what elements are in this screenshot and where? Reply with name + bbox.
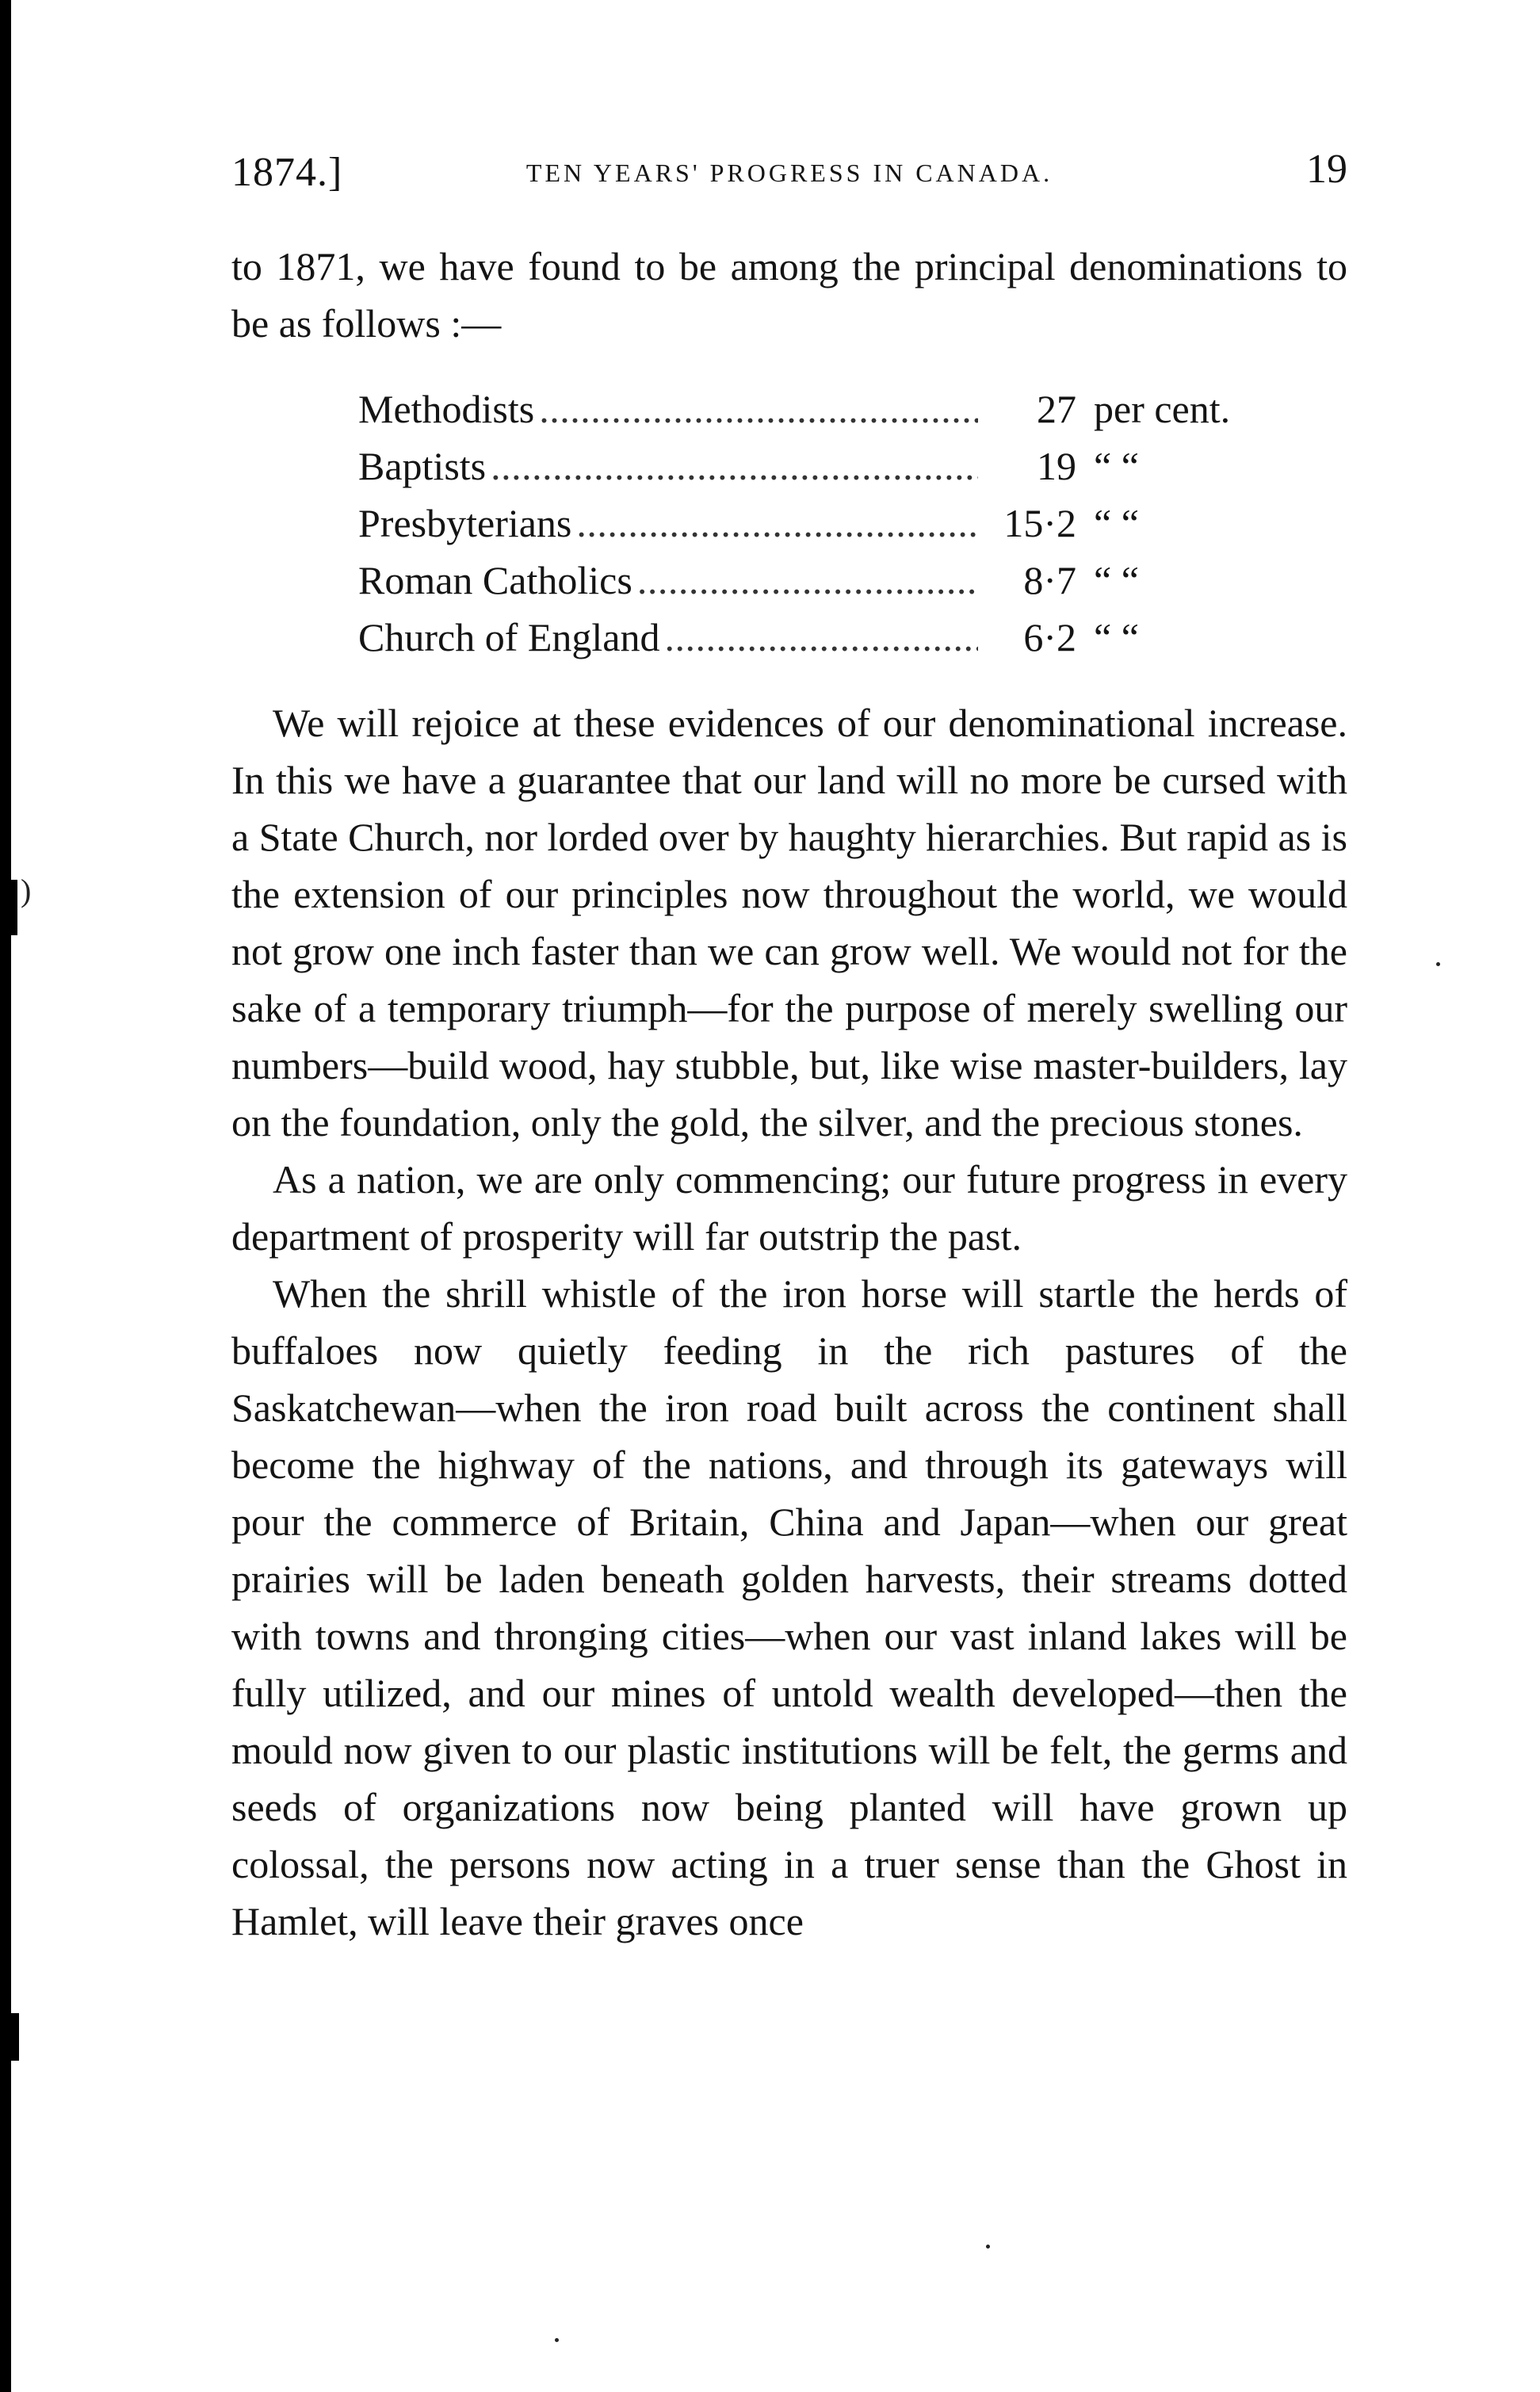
denomination-value: 15·2 xyxy=(1003,501,1076,545)
intro-paragraph: to 1871, we have found to be among the principal denominations to be as follows :— xyxy=(231,244,1347,346)
leader-dots xyxy=(637,552,978,609)
denomination-value: 19 xyxy=(1037,444,1076,488)
scan-binding-notch xyxy=(11,880,17,935)
denomination-unit: per cent. xyxy=(1094,387,1231,431)
body-paragraph: As a nation, we are only commencing; our future progress in every department of prosperity will far outstrip the past. xyxy=(231,1157,1347,1259)
denomination-unit: “ “ xyxy=(1094,501,1139,545)
denomination-value: 27 xyxy=(1037,387,1076,431)
book-page xyxy=(231,141,1347,1950)
denomination-name: Baptists xyxy=(358,444,487,488)
scan-speck xyxy=(1436,962,1440,966)
denomination-unit: “ “ xyxy=(1094,558,1139,602)
denomination-value: 6·2 xyxy=(1023,615,1076,659)
body-paragraph: We will rejoice at these evidences of our denominational increase. In this we have a guarantee that our land will no more be cursed with a State Church, nor lorded over by haughty hierarchies. But rapid as is the extension of our principles now throughout the world, we would not grow one inch faster than we can grow well. We would not for the sake of a temporary triumph—for the purpose of merely swelling our numbers—build wood, hay stubble, but, like wise master-builders, lay on the foundation, only the gold, the silver, and the precious stones. xyxy=(231,701,1347,1144)
page-number: 19 xyxy=(1306,147,1347,192)
denomination-row xyxy=(358,438,1244,495)
denomination-name: Church of England xyxy=(358,615,660,659)
denomination-row xyxy=(358,552,1244,609)
denomination-unit: “ “ xyxy=(1094,444,1139,488)
leader-dots xyxy=(576,495,978,552)
scan-binding-edge xyxy=(0,0,11,2392)
denomination-row xyxy=(358,609,1244,666)
denominations-table xyxy=(358,380,1244,666)
running-head-year: 1874.] xyxy=(231,150,343,195)
scan-speck xyxy=(555,2338,559,2342)
running-head xyxy=(231,141,1347,197)
denomination-name: Roman Catholics xyxy=(358,558,632,602)
denomination-value: 8·7 xyxy=(1023,558,1076,602)
leader-dots xyxy=(664,609,978,666)
scan-speck xyxy=(986,2245,990,2249)
denomination-unit: “ “ xyxy=(1094,615,1139,659)
margin-mark: ) xyxy=(21,873,32,908)
running-head-title: TEN YEARS' PROGRESS IN CANADA. xyxy=(525,159,1053,187)
denomination-row xyxy=(358,380,1244,438)
denomination-name: Methodists xyxy=(358,387,535,431)
leader-dots xyxy=(539,380,978,438)
body-paragraph: When the shrill whistle of the iron horse will startle the herds of buffaloes now quietly feeding in the rich pastures of the Saskatchewan—when the iron road built across the continent shall become the highway of the nations, and through its gateways will pour the commerce of Britain, China and Japan—when our great prairies will be laden beneath golden harvests, their streams dotted with towns and thronging cities—when our vast inland lakes will be fully utilized, and our mines of untold wealth developed—then the mould now given to our plastic institutions will be felt, the germs and seeds of organizations now being planted will have grown up colossal, the persons now acting in a truer sense than the Ghost in Hamlet, will leave their graves once xyxy=(231,1271,1347,1943)
leader-dots xyxy=(491,438,978,495)
scan-binding-notch xyxy=(11,2013,19,2061)
denomination-row xyxy=(358,495,1244,552)
denomination-name: Presbyterians xyxy=(358,501,572,545)
